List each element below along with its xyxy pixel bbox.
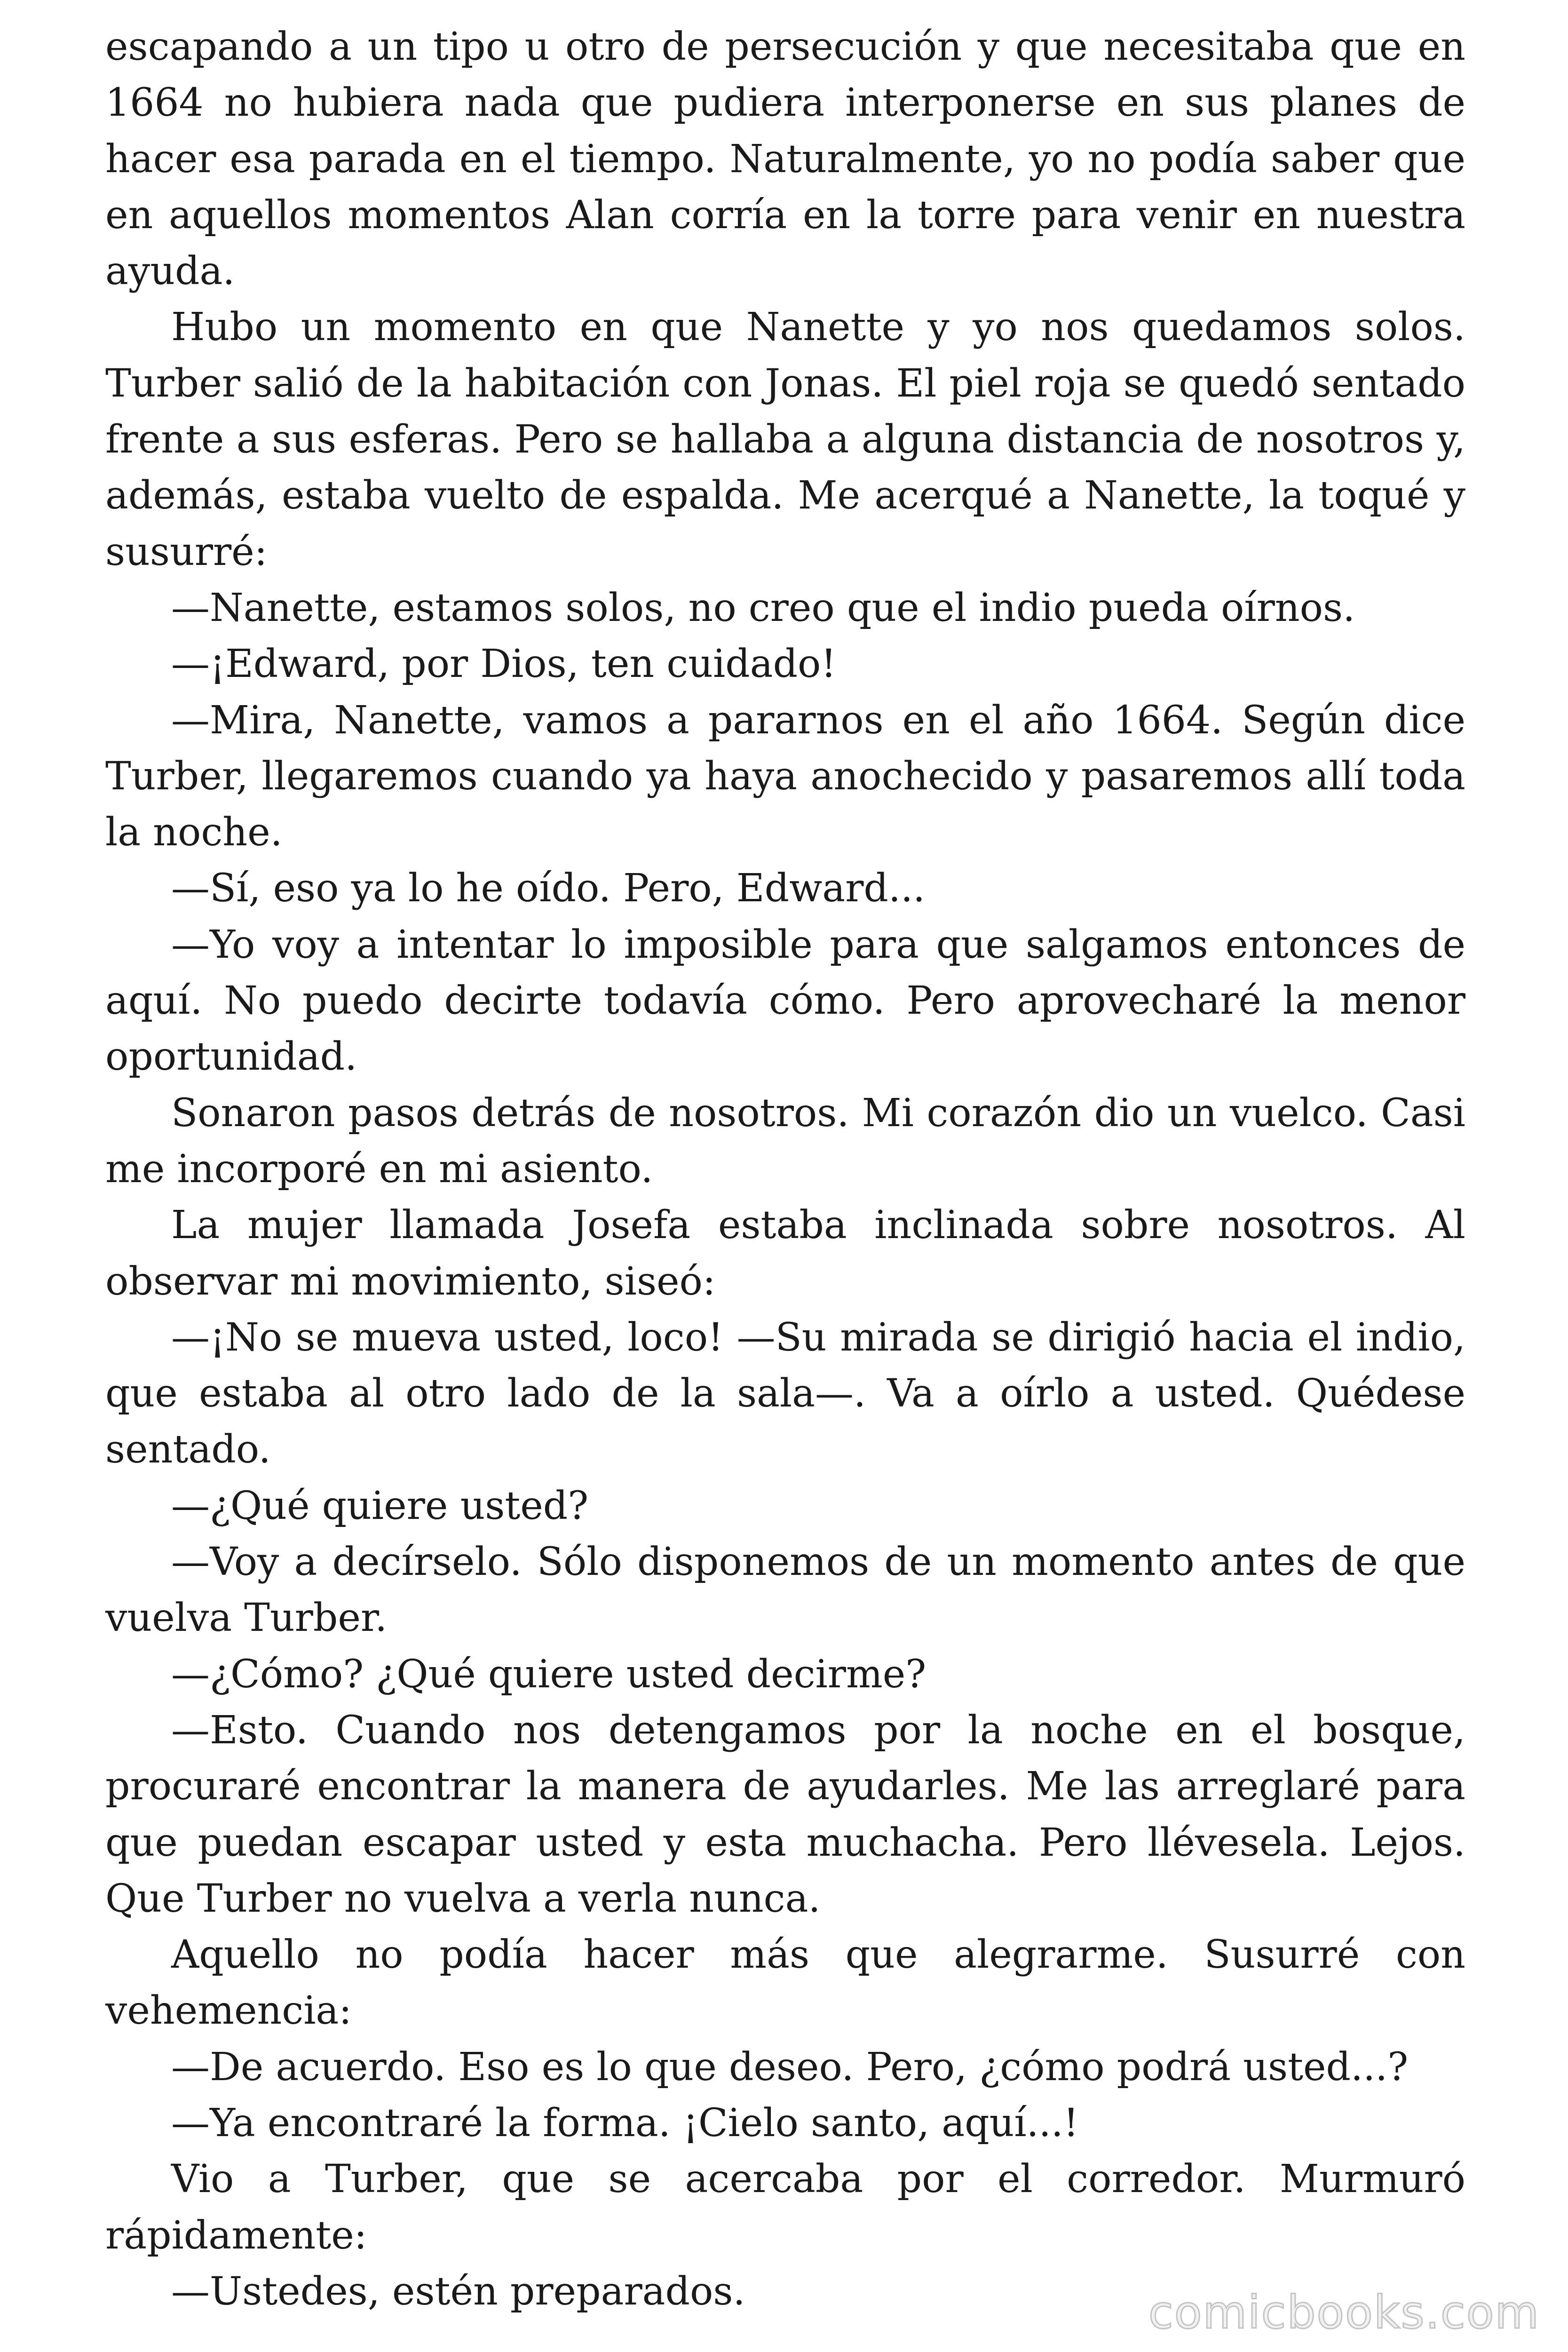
dialogue-line: —Sí, eso ya lo he oído. Pero, Edward...: [171, 866, 926, 911]
dialogue-line: —Esto. Cuando nos detengamos por la noche en el bosque, procuraré encontrar la manera de ayudarles. Me las arreglaré para que puedan escapar usted y esta muchacha. Pero llévesela. Lejos. Que Turber no vuelva a verla nunca.: [105, 1708, 1465, 1921]
dialogue-line: —¿Qué quiere usted?: [171, 1483, 589, 1528]
paragraph: Sonaron pasos detrás de nosotros. Mi corazón dio un vuelco. Casi me incorporé en mi asiento.: [105, 1090, 1465, 1192]
dialogue-line: —De acuerdo. Eso es lo que deseo. Pero, ¿cómo podrá usted...?: [171, 2044, 1409, 2090]
paragraph: La mujer llamada Josefa estaba inclinada sobre nosotros. Al observar mi movimiento, siseó:: [105, 1203, 1465, 1304]
book-page-text: [105, 19, 1465, 2320]
dialogue-line: —Yo voy a intentar lo imposible para que salgamos entonces de aquí. No puedo decirte todavía cómo. Pero aprovecharé la menor oportunidad.: [105, 922, 1465, 1080]
dialogue-line: —Ustedes, estén preparados.: [171, 2269, 745, 2314]
site-watermark: comicbooks.com: [1148, 2286, 1540, 2339]
dialogue-line: —Voy a decírselo. Sólo disponemos de un momento antes de que vuelva Turber.: [105, 1540, 1465, 1641]
dialogue-line: —Ya encontraré la forma. ¡Cielo santo, aquí...!: [171, 2100, 1079, 2145]
dialogue-line: —¡No se mueva usted, loco! —Su mirada se dirigió hacia el indio, que estaba al otro lado de la sala—. Va a oírlo a usted. Quédese sentado.: [105, 1315, 1465, 1472]
paragraph: Hubo un momento en que Nanette y yo nos quedamos solos. Turber salió de la habitación con Jonas. El piel roja se quedó sentado frente a sus esferas. Pero se hallaba a alguna distancia de nosotros y, además, estaba vuelto de espalda. Me acerqué a Nanette, la toqué y susurré:: [105, 305, 1465, 574]
dialogue-line: —¡Edward, por Dios, ten cuidado!: [171, 642, 837, 687]
dialogue-line: —¿Cómo? ¿Qué quiere usted decirme?: [171, 1652, 927, 1697]
paragraph-continuation: escapando a un tipo u otro de persecución y que necesitaba que en 1664 no hubiera nada que pudiera interponerse en sus planes de hacer esa parada en el tiempo. Naturalmente, yo no podía saber que en aquellos momentos Alan corría en la torre para venir en nuestra ayuda.: [105, 24, 1465, 294]
dialogue-line: —Mira, Nanette, vamos a pararnos en el año 1664. Según dice Turber, llegaremos cuando ya haya anochecido y pasaremos allí toda la noche.: [105, 698, 1465, 855]
paragraph: Aquello no podía hacer más que alegrarme. Susurré con vehemencia:: [105, 1932, 1465, 2034]
dialogue-line: —Nanette, estamos solos, no creo que el indio pueda oírnos.: [171, 585, 1355, 630]
paragraph: Vio a Turber, que se acercaba por el corredor. Murmuró rápidamente:: [105, 2157, 1465, 2258]
